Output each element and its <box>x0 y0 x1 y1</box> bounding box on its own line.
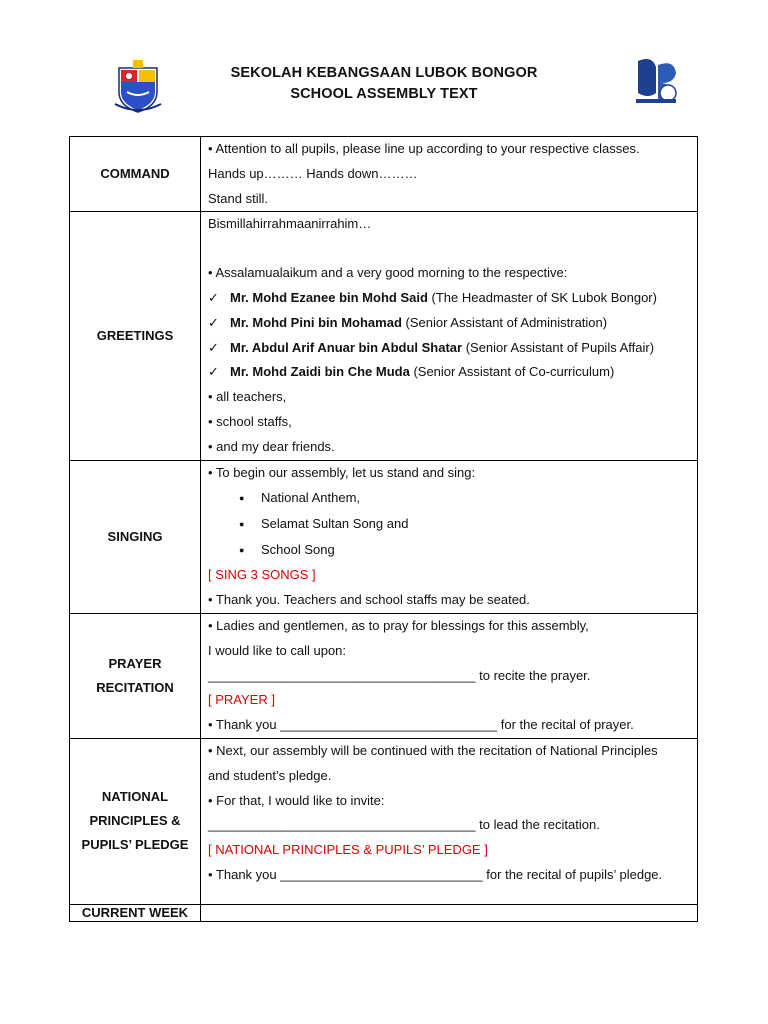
spacer <box>208 888 697 904</box>
content-prayer <box>201 613 698 738</box>
checkmark-icon: ✓ <box>208 314 219 330</box>
row-national-principles <box>70 738 698 904</box>
document-title: SCHOOL ASSEMBLY TEXT <box>290 86 478 102</box>
prayer-line-1: • Ladies and gentlemen, as to pray for blessings for this assembly, <box>208 617 589 633</box>
row-current-week <box>70 904 698 921</box>
label-national-line-2: PRINCIPLES & <box>89 813 181 829</box>
title-block <box>184 63 584 105</box>
content-national <box>201 738 698 904</box>
label-national-line-3: PUPILS’ PLEDGE <box>81 837 189 853</box>
label-prayer <box>70 613 201 738</box>
prayer-instruction: [ PRAYER ] <box>208 692 275 708</box>
label-singing: SINGING <box>70 460 201 613</box>
checkmark-icon: ✓ <box>208 339 219 355</box>
label-national <box>70 738 201 904</box>
spacer <box>208 237 697 261</box>
label-national-line-1: NATIONAL <box>101 789 169 805</box>
checkmark-icon: ✓ <box>208 364 219 380</box>
document-header <box>0 0 768 130</box>
greetings-lead: • Assalamualaikum and a very good morning to the respective: <box>208 265 568 281</box>
greeting-other: • and my dear friends. <box>208 438 335 454</box>
greeting-other: • school staffs, <box>208 413 292 429</box>
content-greetings <box>201 212 698 460</box>
prayer-reciter-blank: _____________________________________ to recite the prayer. <box>208 667 591 683</box>
label-prayer-line-2: RECITATION <box>96 679 174 695</box>
command-line-1: • Attention to all pupils, please line up according to your respective classes. <box>208 141 640 156</box>
song-item: ● National Anthem, <box>208 485 697 511</box>
song-item: ● School Song <box>208 537 697 563</box>
label-prayer-line-1: PRAYER <box>108 655 162 671</box>
greeting-person: ✓ Mr. Mohd Ezanee bin Mohd Said (The Headmaster of SK Lubok Bongor) <box>208 286 697 311</box>
checkmark-icon: ✓ <box>208 289 219 305</box>
national-line-1: • Next, our assembly will be continued with the recitation of National Principles <box>208 742 658 758</box>
national-line-2: and student’s pledge. <box>208 767 332 783</box>
command-line-3: Stand still. <box>208 190 268 206</box>
command-line-2: Hands up……… Hands down……… <box>208 165 418 181</box>
prayer-line-2: I would like to call upon: <box>208 642 347 658</box>
label-current-week: CURRENT WEEK <box>70 904 201 921</box>
state-crest-logo <box>113 58 163 114</box>
prayer-closing: • Thank you ______________________________ for the recital of prayer. <box>208 717 634 733</box>
greeting-person: ✓ Mr. Mohd Zaidi bin Che Muda (Senior Assistant of Co-curriculum) <box>208 360 697 385</box>
row-greetings <box>70 212 698 460</box>
assembly-table <box>69 136 698 922</box>
content-current-week <box>201 904 698 921</box>
row-singing <box>70 460 698 613</box>
greeting-person: ✓ Mr. Abdul Arif Anuar bin Abdul Shatar (Senior Assistant of Pupils Affair) <box>208 336 697 361</box>
national-closing: • Thank you ____________________________ for the recital of pupils’ pledge. <box>208 866 663 882</box>
national-line-3: • For that, I would like to invite: <box>208 792 385 808</box>
content-command <box>201 137 698 212</box>
greeting-other: • all teachers, <box>208 389 287 405</box>
song-item: ● Selamat Sultan Song and <box>208 511 697 537</box>
school-name: SEKOLAH KEBANGSAAN LUBOK BONGOR <box>230 65 538 81</box>
singing-closing: • Thank you. Teachers and school staffs may be seated. <box>208 592 530 608</box>
singing-instruction: [ SING 3 SONGS ] <box>208 567 316 583</box>
label-command: COMMAND <box>70 137 201 212</box>
national-instruction: [ NATIONAL PRINCIPLES & PUPILS’ PLEDGE ] <box>208 842 488 858</box>
greeting-person: ✓ Mr. Mohd Pini bin Mohamad (Senior Assistant of Administration) <box>208 311 697 336</box>
greetings-intro: Bismillahirrahmaanirrahim… <box>208 216 372 232</box>
label-greetings: GREETINGS <box>70 212 201 460</box>
school-25-logo <box>630 55 680 107</box>
row-prayer <box>70 613 698 738</box>
row-command <box>70 137 698 212</box>
singing-lead: • To begin our assembly, let us stand and sing: <box>208 464 476 480</box>
content-singing <box>201 460 698 613</box>
national-leader-blank: _____________________________________ to lead the recitation. <box>208 817 600 833</box>
